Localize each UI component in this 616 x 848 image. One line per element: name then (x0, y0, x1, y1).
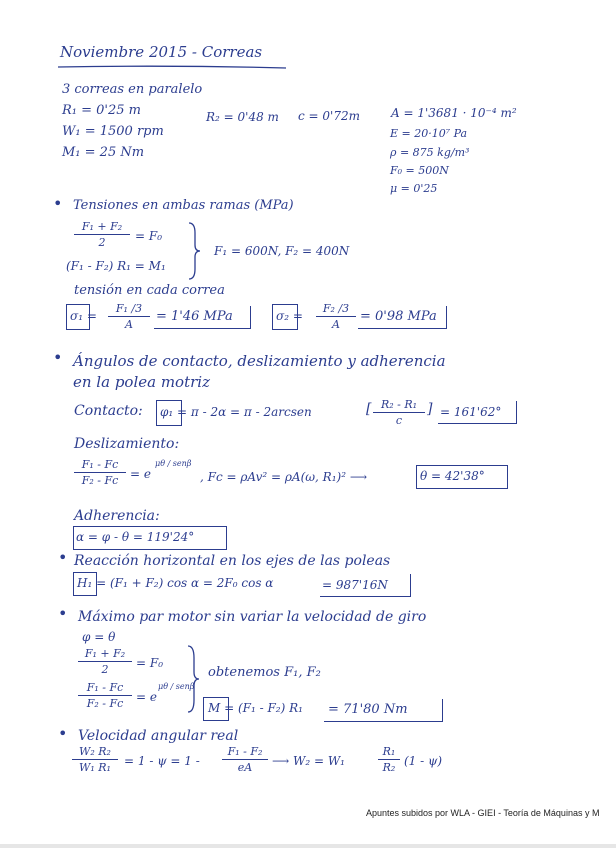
s4-eq2-fraction (78, 681, 132, 710)
s4-moment-value: = 71'80 Nm (328, 702, 408, 717)
sigma2-den: A (332, 318, 340, 331)
contact-label: Contacto: (74, 403, 143, 419)
fc-eq: , Fc = ρAv² = ρA(ω, R₁)² ⟶ (200, 470, 368, 484)
s5-fraction-2 (222, 745, 268, 774)
s4-eq2-den: F₂ - Fc (86, 697, 124, 710)
s5-frac1-num: W₂ R₂ (79, 745, 111, 758)
s1-eq2: (F₁ - F₂) R₁ = M₁ (66, 259, 166, 273)
s4-obtain: obtenemos F₁, F₂ (208, 665, 321, 680)
section2-title-line2: en la polea motriz (73, 373, 210, 391)
bullet-5: • (58, 724, 68, 743)
bullet-1: • (53, 194, 63, 213)
torque-m1: M₁ = 25 Nm (62, 145, 145, 160)
sigma1-den: A (125, 318, 133, 331)
radius-2: R₂ = 0'48 m (206, 110, 279, 124)
s4-eq2-rhs: = e (136, 690, 157, 704)
page-title: Noviembre 2015 - Correas (60, 43, 263, 61)
contact-fraction (373, 398, 425, 427)
bullet-2: • (53, 348, 63, 367)
s4-eq2-num: F₁ - Fc (86, 681, 124, 694)
belt-area: A = 1'3681 · 10⁻⁴ m² (391, 106, 517, 120)
page-bottom-edge (0, 844, 616, 848)
contact-frac-num: R₂ - R₁ (380, 398, 418, 411)
slip-exponent: μθ / senβ (155, 459, 192, 468)
s1-eq1-rhs: = F₀ (135, 229, 163, 243)
section1-title: Tensiones en ambas ramas (MPa) (73, 198, 294, 213)
sigma2-value: = 0'98 MPa (360, 309, 437, 324)
slip-label: Deslizamiento: (74, 436, 180, 452)
s4-moment: M = (F₁ - F₂) R₁ (208, 701, 303, 715)
s1-result: F₁ = 600N, F₂ = 400N (214, 244, 350, 258)
s5-eq-end: ⟶ W₂ = W₁ (272, 754, 345, 768)
sigma2-fraction (316, 302, 356, 331)
s1-eq1-fraction (74, 220, 130, 249)
sigma1-value: = 1'46 MPa (156, 309, 233, 324)
bullet-3: • (58, 548, 68, 567)
adherence-eq: α = φ - θ = 119'24° (76, 530, 195, 544)
contact-bracket-close: ] (427, 401, 433, 417)
contact-eq: φ₁ = π - 2α = π - 2arcsen (160, 405, 312, 419)
contact-value: = 161'62° (440, 405, 502, 419)
initial-tension: F₀ = 500N (390, 164, 449, 177)
young-modulus: E = 20·10⁷ Pa (390, 127, 468, 140)
s5-frac2-num: F₁ - F₂ (227, 745, 263, 758)
slip-rhs: = e (130, 467, 151, 481)
s5-frac1-den: W₁ R₁ (79, 761, 111, 774)
slip-fraction (74, 458, 126, 487)
section2-title-line1: Ángulos de contacto, deslizamiento y adherencia (73, 352, 446, 370)
s4-eq1-den: 2 (101, 663, 109, 676)
title-underline (56, 64, 288, 70)
s5-frac2-den: eA (237, 761, 253, 774)
s4-eq1-fraction (78, 647, 132, 676)
section5-title: Velocidad angular real (78, 728, 239, 744)
density: ρ = 875 kg/m³ (390, 146, 470, 159)
s5-fraction-3 (378, 745, 400, 774)
s5-eq-mid: = 1 - ψ = 1 - (124, 754, 200, 768)
s1-eq1-num: F₁ + F₂ (81, 220, 123, 233)
section3-eq: H₁ = (F₁ + F₂) cos α = 2F₀ cos α (77, 576, 274, 590)
section4-title: Máximo par motor sin variar la velocidad de giro (78, 609, 427, 625)
section3-title: Reacción horizontal en los ejes de las poleas (74, 553, 391, 569)
problem-intro: 3 correas en paralelo (62, 82, 203, 97)
s5-frac3-num: R₁ (382, 745, 396, 758)
s4-brace (186, 644, 200, 714)
friction-coef: μ = 0'25 (390, 182, 438, 195)
s1-subtitle: tensión en cada correa (74, 283, 225, 298)
sigma2-lhs: σ₂ = (276, 309, 303, 323)
s5-frac3-den: R₂ (382, 761, 396, 774)
theta-value: θ = 42'38° (420, 469, 485, 483)
sigma1-num: F₁ /3 (115, 302, 143, 315)
adherence-label: Adherencia: (74, 508, 160, 524)
sigma2-num: F₂ /3 (322, 302, 350, 315)
footer-note: Apuntes subidos por WLA - GIEI - Teoría de Máquinas y M (366, 808, 600, 818)
section3-value: = 987'16N (322, 578, 388, 592)
sigma1-lhs: σ₁ = (70, 309, 97, 323)
s4-eq2-exponent: μθ / senβ (158, 682, 195, 691)
s5-fraction-1 (72, 745, 118, 774)
speed-w1: W₁ = 1500 rpm (62, 124, 164, 139)
s5-eq-tail: (1 - ψ) (404, 754, 443, 768)
bullet-4: • (58, 604, 68, 623)
s1-brace (187, 221, 201, 281)
s1-eq1-den: 2 (98, 236, 106, 249)
s4-eq1-rhs: = F₀ (136, 656, 164, 670)
s4-eq1-num: F₁ + F₂ (84, 647, 126, 660)
radius-1: R₁ = 0'25 m (62, 103, 142, 118)
contact-bracket-open: [ (366, 401, 372, 417)
s4-eq0: φ = θ (82, 630, 116, 644)
slip-den: F₂ - Fc (81, 474, 119, 487)
slip-num: F₁ - Fc (81, 458, 119, 471)
center-distance: c = 0'72m (298, 109, 360, 123)
contact-frac-den: c (395, 414, 403, 427)
sigma1-fraction (108, 302, 150, 331)
